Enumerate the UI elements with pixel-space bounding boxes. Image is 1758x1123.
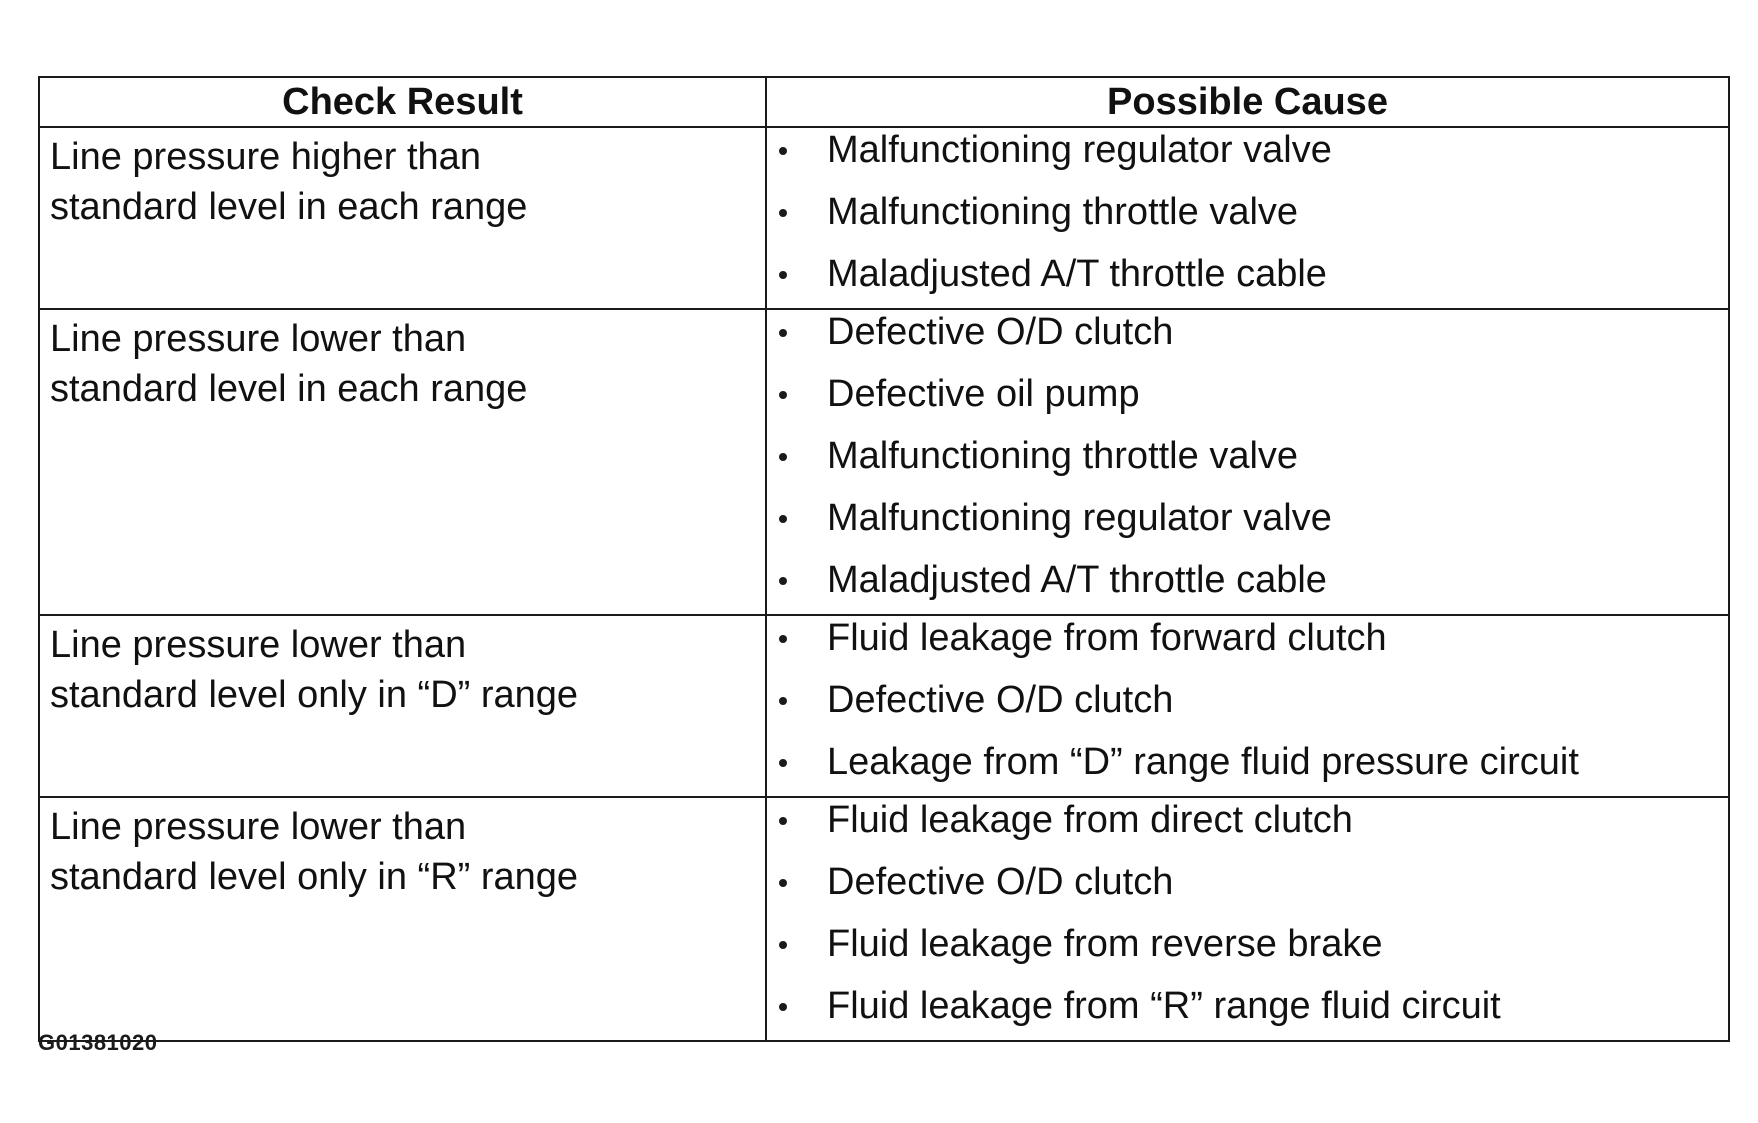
list-item (767, 798, 1718, 860)
check-result-text: Line pressure lower than standard level in each range (50, 318, 528, 410)
cause-text: Maladjusted A/T throttle cable (827, 559, 1327, 601)
cause-text: Malfunctioning regulator valve (827, 497, 1332, 539)
check-result-cell (39, 309, 766, 615)
cause-text: Leakage from “D” range fluid pressure circuit (827, 741, 1579, 783)
bullet-dot-icon (779, 391, 787, 399)
bullet-dot-icon (779, 759, 787, 767)
check-result-text: Line pressure higher than standard level in each range (50, 136, 528, 228)
diagnosis-table (38, 76, 1730, 1042)
bullet-dot-icon (779, 329, 787, 337)
cause-text: Defective oil pump (827, 373, 1140, 415)
cause-text: Maladjusted A/T throttle cable (827, 253, 1327, 295)
check-result-text: Line pressure lower than standard level only in “D” range (50, 624, 579, 716)
list-item (767, 558, 1718, 614)
possible-cause-cell (766, 309, 1729, 615)
check-result-cell (39, 797, 766, 1041)
cause-list (767, 798, 1718, 1040)
bullet-dot-icon (779, 577, 787, 585)
cause-text: Malfunctioning throttle valve (827, 435, 1299, 477)
check-result-cell (39, 615, 766, 797)
list-item (767, 190, 1718, 252)
list-item (767, 922, 1718, 984)
header-check-result: Check Result (39, 77, 766, 127)
cause-text: Fluid leakage from reverse brake (827, 923, 1383, 965)
bullet-dot-icon (779, 271, 787, 279)
list-item (767, 496, 1718, 558)
table-row (39, 797, 1729, 1041)
cause-text: Malfunctioning throttle valve (827, 191, 1299, 233)
bullet-dot-icon (779, 941, 787, 949)
header-possible-cause: Possible Cause (766, 77, 1729, 127)
list-item (767, 372, 1718, 434)
bullet-dot-icon (779, 515, 787, 523)
cause-text: Defective O/D clutch (827, 311, 1174, 353)
bullet-dot-icon (779, 147, 787, 155)
table-row (39, 127, 1729, 309)
bullet-dot-icon (779, 635, 787, 643)
bullet-dot-icon (779, 879, 787, 887)
list-item (767, 678, 1718, 740)
table-row (39, 309, 1729, 615)
list-item (767, 128, 1718, 190)
cause-list (767, 310, 1718, 614)
figure-code: G01381020 (38, 1030, 158, 1055)
bullet-dot-icon (779, 697, 787, 705)
cause-text: Fluid leakage from direct clutch (827, 799, 1353, 841)
list-item (767, 860, 1718, 922)
bullet-dot-icon (779, 817, 787, 825)
table-header-row (39, 77, 1729, 127)
possible-cause-cell (766, 797, 1729, 1041)
cause-text: Defective O/D clutch (827, 679, 1174, 721)
bullet-dot-icon (779, 453, 787, 461)
cause-text: Malfunctioning regulator valve (827, 129, 1332, 171)
possible-cause-cell (766, 615, 1729, 797)
possible-cause-cell (766, 127, 1729, 309)
check-result-cell (39, 127, 766, 309)
list-item (767, 252, 1718, 308)
cause-text: Fluid leakage from “R” range fluid circuit (827, 985, 1501, 1027)
list-item (767, 434, 1718, 496)
cause-list (767, 616, 1718, 796)
cause-text: Fluid leakage from forward clutch (827, 617, 1387, 659)
bullet-dot-icon (779, 209, 787, 217)
table-row (39, 615, 1729, 797)
cause-list (767, 128, 1718, 308)
cause-text: Defective O/D clutch (827, 861, 1174, 903)
list-item (767, 310, 1718, 372)
check-result-text: Line pressure lower than standard level only in “R” range (50, 806, 579, 898)
list-item (767, 740, 1718, 796)
list-item (767, 984, 1718, 1040)
bullet-dot-icon (779, 1003, 787, 1011)
list-item (767, 616, 1718, 678)
